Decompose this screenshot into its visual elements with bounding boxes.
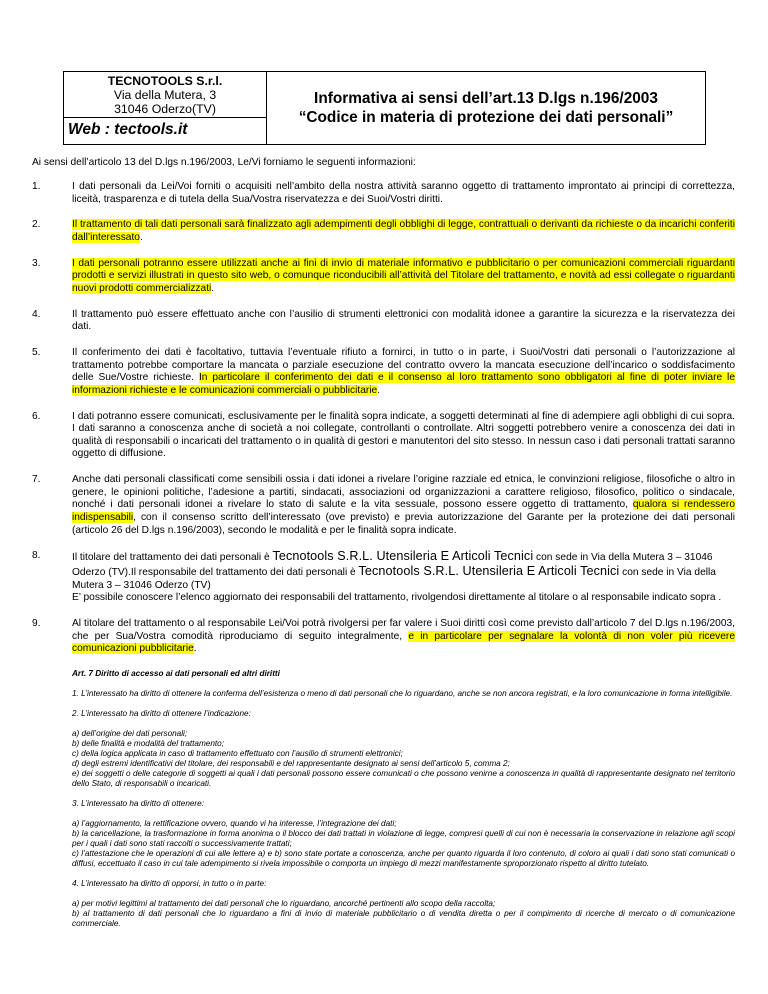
company-block <box>64 72 267 144</box>
company-street: Via della Mutera, 3 <box>113 88 217 102</box>
list-item <box>32 181 735 206</box>
intro-text: Ai sensi dell’articolo 13 del D.lgs n.196/2003, Le/Vi forniamo le seguenti informazioni: <box>32 157 416 168</box>
highlighted-text: In particolare il conferimento dei dati e il consenso al loro trattamento sono obbligatori al fine di poter inviare le informazioni richieste e le comunicazioni commerciali o pubblicitarie <box>72 372 735 396</box>
item-text: Il conferimento dei dati è facoltativo, tuttavia l’eventuale rifiuto a fornirci, in tutto o in parte, i Suoi/Vostri dati personali o l’autorizzazione al trattamento potrebbe comportare la mancata o parziale esecuzione del contratto ovvero la mancata esecuzione dell’incarico o soddisfacimento delle Sue/Vostre richieste. In particolare il conferimento dei dati e il consenso al loro trattamento sono obbligatori al fine di poter inviare le informazioni richieste e le comunicazioni commerciali o pubblicitarie. <box>72 347 735 396</box>
item-text: Il trattamento di tali dati personali sarà finalizzato agli adempimenti degli obblighi di legge, contrattuali o derivanti da richieste o da incarichi conferiti dall’interessato. <box>72 219 735 243</box>
title-line-2: “Codice in materia di protezione dei dati personali” <box>298 109 674 126</box>
list-item <box>32 347 735 397</box>
company-name: TECNOTOOLS S.r.l. <box>107 74 223 88</box>
company-address <box>64 72 266 118</box>
list-item <box>32 550 735 604</box>
item-text: I dati personali da Lei/Voi forniti o acquisiti nell’ambito della nostra attività saranno oggetto di trattamento improntato ai principi di correttezza, liceità, trasparenza e di tutela della Sua/Vostra riservatezza e dei Suoi/Vostri diritti. <box>72 181 735 205</box>
article-7 <box>72 669 735 929</box>
list-item <box>32 258 735 296</box>
article-paragraph: 4. L’interessato ha diritto di opporsi, in tutto o in parte: <box>72 878 267 888</box>
item-text: Anche dati personali classificati come sensibili ossia i dati idonei a rivelare l’origine razziale ed etnica, le convinzioni religiose, filosofiche o altro in genere, le opinioni politiche, l’adesione a partiti, sindacati, associazioni od organizzazioni a carattere religioso, filosofico, politico o sindacale, nonché i dati personali idonei a rivelare lo stato di salute e la vita sessuale, possono essere oggetto di trattamento, qualora si rendessero indispensabili, con il consenso scritto dell’interessato (ove previsto) e previa autorizzazione del Garante per la protezione dei dati personali (articolo 26 del D.lgs n.196/2003), secondo le modalità e per le finalità sopra indicate. <box>72 474 735 536</box>
item-number: 7. <box>32 474 41 486</box>
item-number: 1. <box>32 181 41 192</box>
article-title: Art. 7 Diritto di accesso ai dati personali ed altri diritti <box>72 668 280 678</box>
item-text: Il trattamento può essere effettuato anche con l’ausilio di strumenti elettronici con modalità idonee a garantire la sicurezza e la riservatezza dei dati. <box>72 308 735 333</box>
article-paragraph: 2. L’interessato ha diritto di ottenere l’indicazione: <box>72 708 251 718</box>
item-text: Al titolare del trattamento o al responsabile Lei/Voi potrà rivolgersi per far valere i Suoi diritti così come previsto dall’articolo 7 del D.lgs n.196/2003, che per Sua/Vostra comodità riproduciamo di seguito integralmente, e in particolare per segnalare la volontà di non voler più ricevere comunicazioni pubblicitarie. <box>72 617 735 655</box>
header-box <box>63 71 706 145</box>
company-website: Web : tectools.it <box>68 121 188 138</box>
highlighted-text: Il trattamento di tali dati personali sarà finalizzato agli adempimenti degli obblighi di legge, contrattuali o derivanti da richieste o da incarichi conferiti dall’interessato <box>72 219 735 243</box>
company-full-name: Tecnotools S.R.L. Utensileria E Articoli Tecnici <box>272 549 534 564</box>
item-number: 9. <box>32 617 41 629</box>
company-city: 31046 Oderzo(TV) <box>114 102 216 116</box>
document-title <box>267 72 705 144</box>
company-full-name: Tecnotools S.R.L. Utensileria E Articoli Tecnici <box>358 563 620 578</box>
article-sublist: a) per motivi legittimi al trattamento dei dati personali che lo riguardano, ancorché pertinenti allo scopo della raccolta; b) al trattamento di dati personali che lo riguardano a fini di invio di materiale pubblicitario o di vendita diretta o per il compimento di ricerche di mercato o di comunicazione commerciale. <box>72 898 735 928</box>
article-paragraph: 3. L’interessato ha diritto di ottenere: <box>72 798 204 808</box>
list-item <box>32 618 735 656</box>
article-paragraph: 1. L’interessato ha diritto di ottenere la conferma dell’esistenza o meno di dati personali che lo riguardano, anche se non ancora registrati, e la loro comunicazione in forma intelligibile. <box>72 688 733 698</box>
item-text: I dati potranno essere comunicati, esclusivamente per le finalità sopra indicate, a soggetti determinati al fine di adempiere agli obblighi di cui sopra. I dati saranno a conoscenza anche di società a noi collegate, controllanti o controllate. Altri soggetti potrebbero venire a conoscenza dei dati in qualità di responsabili o incaricati del trattamento o in qualità di gestori e manutentori del sito stesso. In nessun caso i dati personali trattati saranno oggetto di diffusione. <box>72 410 735 460</box>
item-number: 5. <box>32 347 41 359</box>
item-text: Il titolare del trattamento dei dati personali è Tecnotools S.R.L. Utensileria E Articoli Tecnici con sede in Via della Mutera 3 – 31046 Oderzo (TV).Il responsabile del trattamento dei dati personali è Tecnotools S.R.L. Utensileria E Articoli Tecnici con sede in Via della Mutera 3 – 31046 Oderzo (TV) E’ possibile conoscere l’elenco aggiornato dei responsabili del trattamento, rivolgendosi direttamente al titolare o al responsabile indicato sopra . <box>72 549 722 604</box>
list-item <box>32 474 735 537</box>
highlighted-text: e in particolare per segnalare la volontà di non voler più ricevere comunicazioni pubblicitarie <box>72 630 735 655</box>
article-sublist: a) l’aggiornamento, la rettificazione ovvero, quando vi ha interesse, l’integrazione dei dati; b) la cancellazione, la trasformazione in forma anonima o il blocco dei dati trattati in violazione di legge, compresi quelli di cui non è necessaria la conservazione in relazione agli scopi per i quali i dati sono stati raccolti o successivamente trattati; c) l’attestazione che le operazioni di cui alle lettere a) e b) sono state portate a conoscenza, anche per quanto riguarda il loro contenuto, di coloro ai quali i dati sono stati comunicati o diffusi, eccettuato il caso in cui tale adempimento si rivela impossibile o comporta un impiego di mezzi manifestamente sproporzionato rispetto al diritto tutelato. <box>72 818 735 868</box>
list-item <box>32 219 735 244</box>
article-sublist: a) dell’origine dei dati personali; b) delle finalità e modalità del trattamento; c) della logica applicata in caso di trattamento effettuato con l’ausilio di strumenti elettronici; d) degli estremi identificativi del titolare, dei responsabili e del rappresentante designato ai sensi dell’articolo 5, comma 2; e) dei soggetti o delle categorie di soggetti ai quali i dati personali possono essere comunicati o che possono venirne a conoscenza in qualità di rappresentante designato nel territorio dello Stato, di responsabili o incaricati. <box>72 728 735 788</box>
item-number: 4. <box>32 308 41 320</box>
highlighted-text: qualora si rendessero indispensabili <box>72 499 735 523</box>
list-item <box>32 411 735 461</box>
item-number: 8. <box>32 550 41 562</box>
item-text: I dati personali potranno essere utilizzati anche ai fini di invio di materiale informativo e pubblicitario o per comunicazioni commerciali riguardanti prodotti e servizi illustrati in questo sito web, o comunque riconducibili all’attività del Titolare del trattamento, e novità ad essi collegate o riguardanti nuovi prodotti commercializzati. <box>72 257 735 294</box>
list-item <box>32 309 735 334</box>
highlighted-text: I dati personali potranno essere utilizzati anche ai fini di invio di materiale informativo e pubblicitario o per comunicazioni commerciali riguardanti prodotti e servizi illustrati in questo sito web, o comunque riconducibili all’attività del Titolare del trattamento, e novità ad essi collegate o riguardanti nuovi prodotti commercializzati <box>72 257 735 294</box>
item-number: 2. <box>32 219 41 231</box>
numbered-list <box>32 181 735 939</box>
item-number: 3. <box>32 257 41 269</box>
title-line-1: Informativa ai sensi dell’art.13 D.lgs n.196/2003 <box>314 90 658 107</box>
item-number: 6. <box>32 410 41 422</box>
